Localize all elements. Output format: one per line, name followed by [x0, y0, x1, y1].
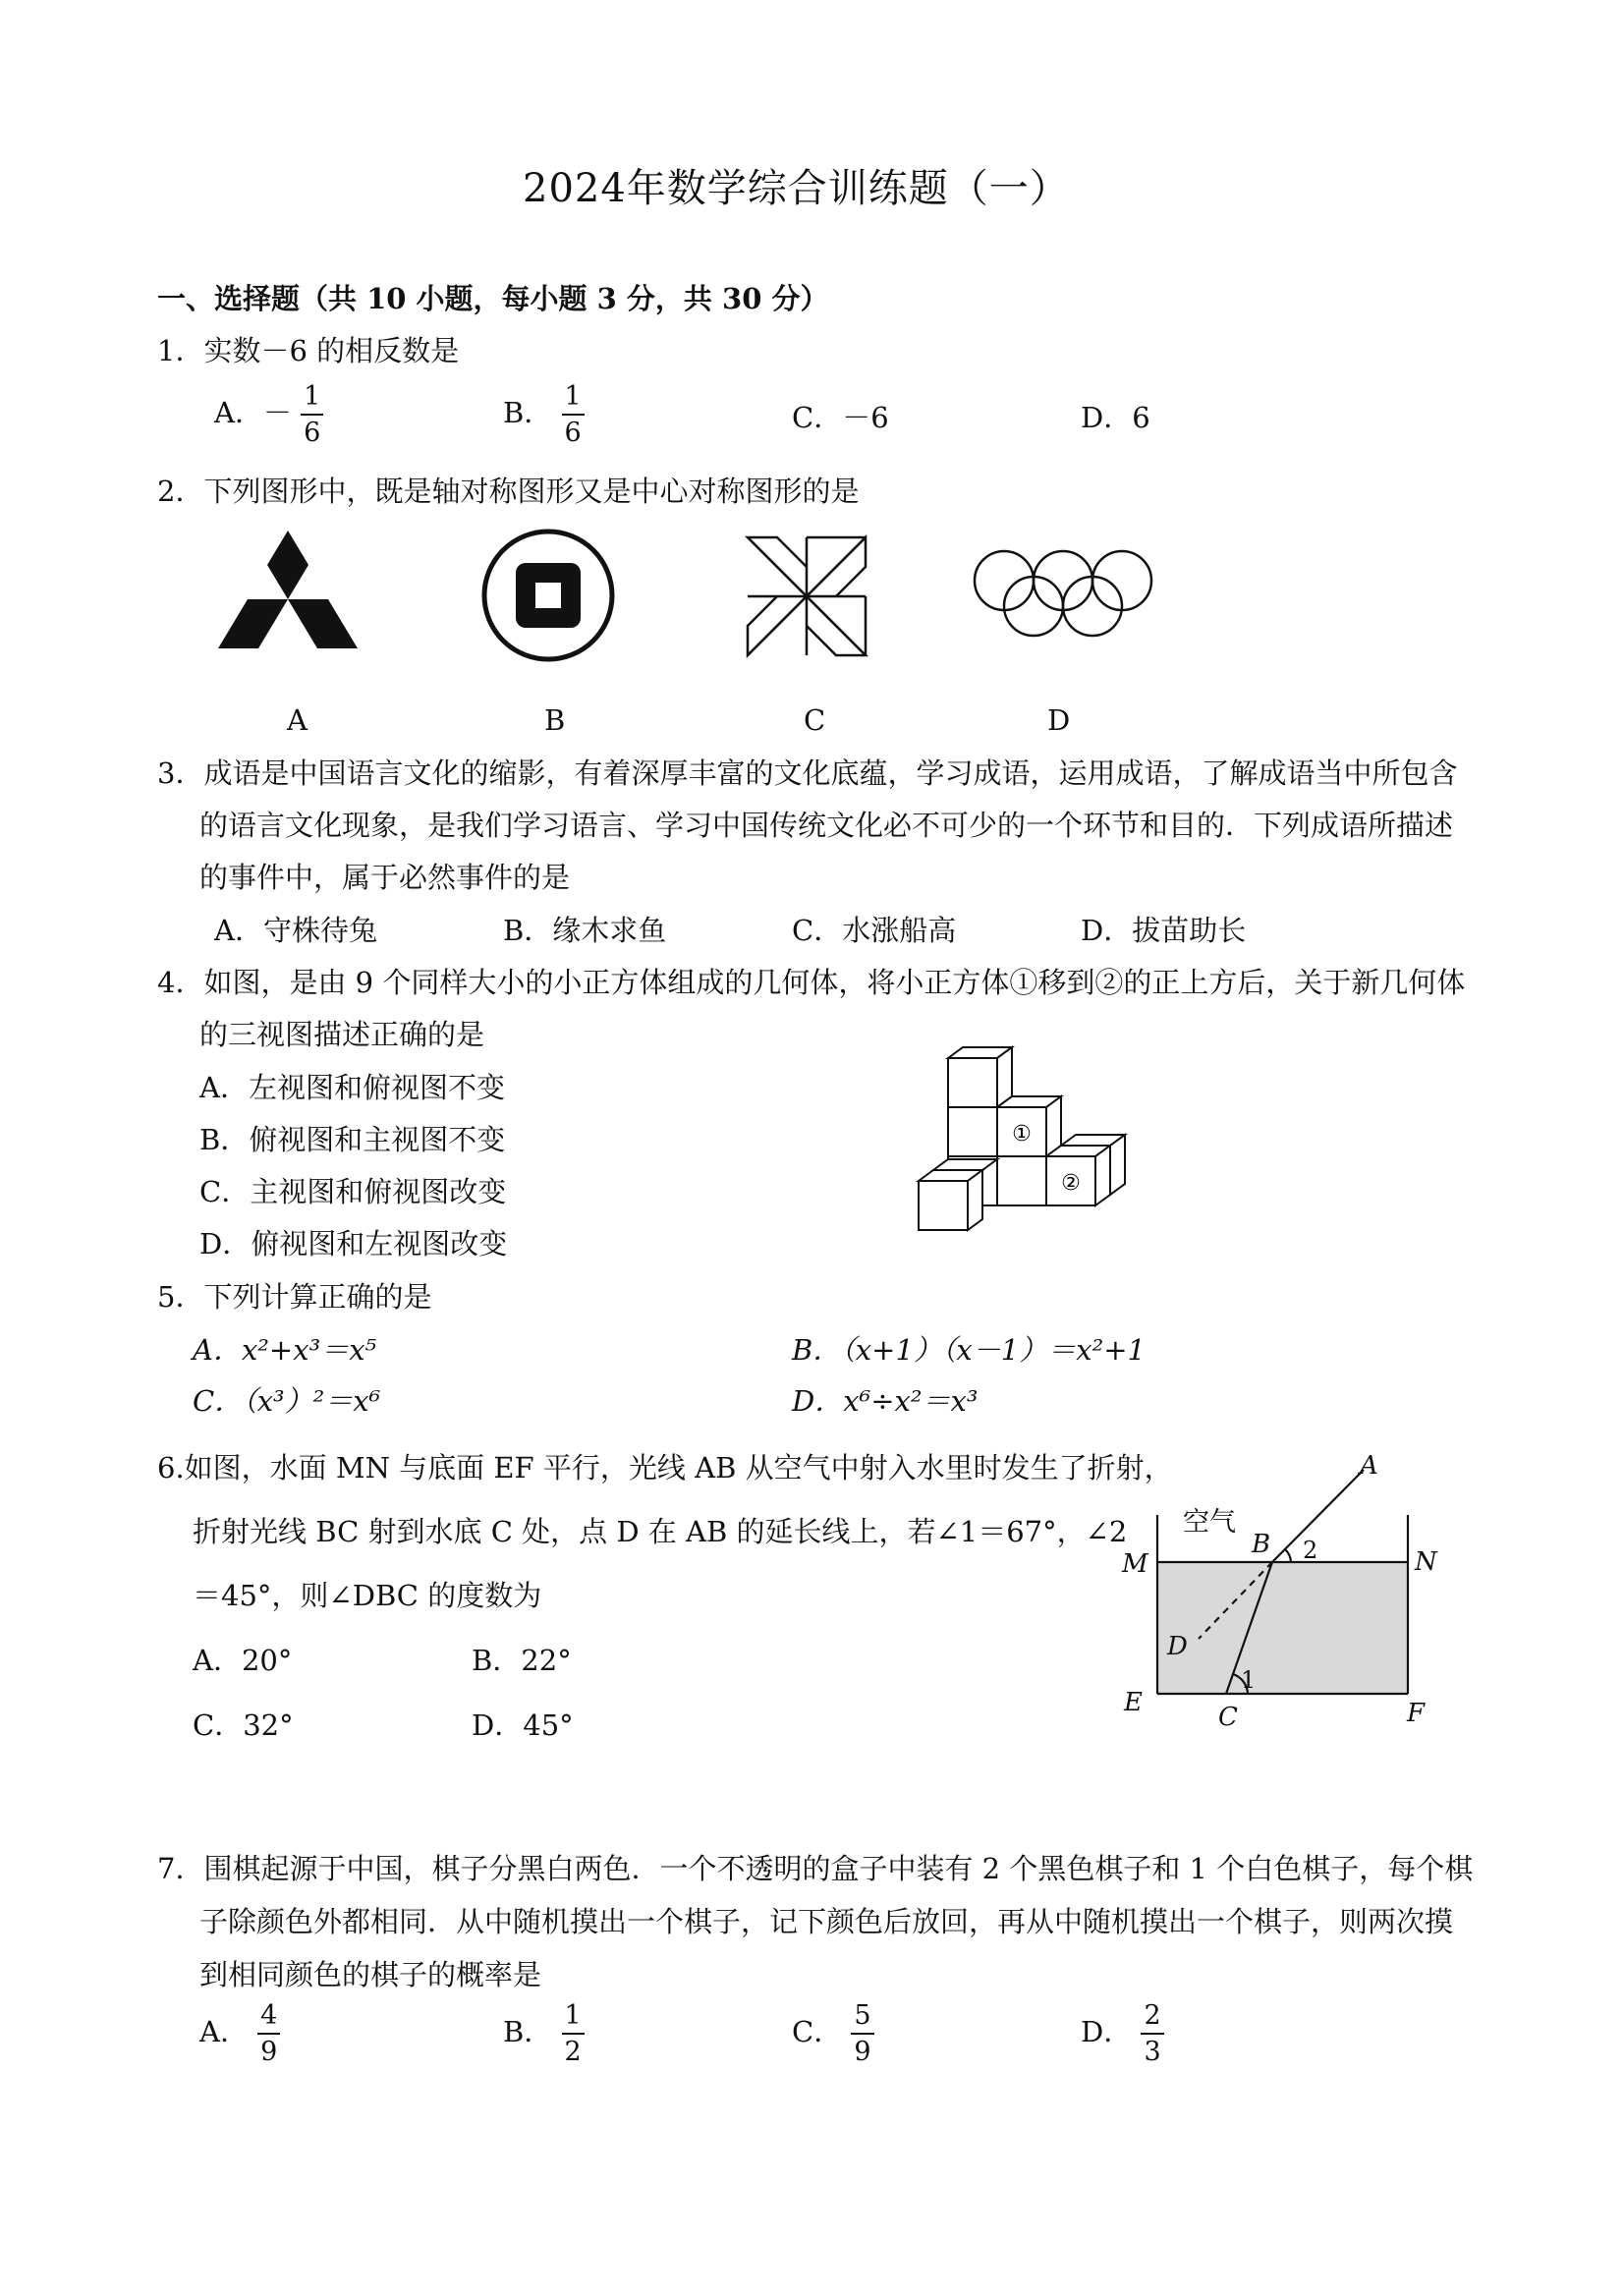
cube-label-1: ① [1012, 1122, 1032, 1147]
fig-point-b: B [1252, 1530, 1271, 1559]
q7-a-denominator: 9 [260, 2037, 278, 2067]
q7-option-b-fraction [562, 2002, 585, 2065]
q3-option-c: C．水涨船高 [792, 914, 957, 947]
q7-b-denominator: 2 [564, 2037, 582, 2067]
q1-a-denominator: 6 [304, 418, 321, 448]
fig-air-label: 空气 [1183, 1507, 1236, 1538]
q2-figure-label-c: C [804, 703, 826, 737]
cube-stack-figure [904, 1043, 1140, 1250]
q6-option-a: A．20° [193, 1644, 293, 1677]
q4-option-c: C．主视图和俯视图改变 [199, 1175, 507, 1208]
q2-figure-label-b: B [544, 703, 566, 737]
page-title: 2024年数学综合训练题（一） [523, 166, 1070, 211]
question-6-line-1: 6.如图，水面 MN 与底面 EF 平行，光线 AB 从空气中射入水里时发生了折射， [157, 1451, 1173, 1484]
q7-option-a-label: A． [199, 2015, 249, 2048]
section-heading: 一、选择题（共 10 小题，每小题 3 分，共 30 分） [157, 282, 829, 315]
olympic-rings-icon [973, 545, 1154, 644]
fig-point-d: D [1167, 1632, 1188, 1661]
q1-b-denominator: 6 [564, 418, 582, 448]
q4-option-d: D．俯视图和左视图改变 [199, 1227, 508, 1260]
pinwheel-icon [743, 532, 870, 660]
question-7-line-2: 子除颜色外都相同．从中随机摸出一个棋子，记下颜色后放回，再从中随机摸出一个棋子，则两次摸 [199, 1905, 1454, 1938]
q7-b-numerator: 1 [562, 2002, 585, 2035]
fig-point-n: N [1415, 1547, 1437, 1577]
q1-option-a-label: A．－ [214, 396, 292, 429]
q1-option-b [503, 383, 585, 446]
q5-option-a: A．x²+x³＝x⁵ [193, 1333, 377, 1367]
question-7-line-1: 7．围棋起源于中国，棋子分黑白两色．一个不透明的盒子中装有 2 个黑色棋子和 1 个白色棋子，每个棋 [157, 1852, 1474, 1885]
question-4-line-1: 4．如图，是由 9 个同样大小的小正方体组成的几何体，将小正方体①移到②的正上方后，关于新几何体 [157, 966, 1466, 999]
q7-d-numerator: 2 [1141, 2002, 1163, 2035]
question-3-line-3: 的事件中，属于必然事件的是 [199, 861, 571, 894]
q4-option-a: A．左视图和俯视图不变 [199, 1071, 505, 1104]
cube-label-2: ② [1061, 1171, 1081, 1196]
question-3-line-1: 3．成语是中国语言文化的缩影，有着深厚丰富的文化底蕴，学习成语，运用成语，了解成语当中所包含 [157, 756, 1458, 790]
q6-option-b: B．22° [472, 1644, 572, 1677]
question-5-stem: 5．下列计算正确的是 [157, 1280, 432, 1314]
q4-option-b: B．俯视图和主视图不变 [199, 1123, 506, 1156]
q1-option-c: C．－6 [792, 401, 889, 434]
q7-a-numerator: 4 [257, 2002, 280, 2035]
q7-d-denominator: 3 [1144, 2037, 1161, 2067]
q1-option-b-fraction [562, 383, 585, 446]
question-7-line-3: 到相同颜色的棋子的概率是 [199, 1958, 542, 1991]
fig-point-f: F [1407, 1699, 1426, 1728]
question-6-line-2: 折射光线 BC 射到水底 C 处，点 D 在 AB 的延长线上，若∠1＝67°，∠2 [193, 1515, 1128, 1548]
q3-option-a: A．守株待兔 [214, 914, 377, 947]
fig-angle-1: 1 [1241, 1666, 1257, 1694]
fig-angle-2: 2 [1303, 1537, 1318, 1564]
coin-icon [479, 527, 617, 664]
q2-figure-label-a: A [287, 703, 308, 737]
q7-option-c [792, 2002, 874, 2065]
question-6-line-3: ＝45°，则∠DBC 的度数为 [193, 1579, 542, 1612]
q1-option-d: D．6 [1081, 401, 1150, 434]
q1-b-numerator: 1 [562, 383, 585, 416]
q5-option-b: B．（x+1）（x－1）＝x²+1 [792, 1333, 1146, 1367]
q6-option-c: C．32° [193, 1708, 294, 1742]
q7-option-c-fraction [851, 2002, 873, 2065]
q1-option-b-label: B． [503, 396, 553, 429]
q3-option-b: B．缘木求鱼 [503, 914, 667, 947]
q7-option-a-fraction [257, 2002, 280, 2065]
q7-c-denominator: 9 [854, 2037, 871, 2067]
q5-option-c: C．（x³）²＝x⁶ [193, 1384, 381, 1418]
q7-option-a [199, 2002, 280, 2065]
q7-c-numerator: 5 [851, 2002, 873, 2035]
q2-figure-label-d: D [1047, 703, 1071, 737]
q7-option-b-label: B． [503, 2015, 553, 2048]
fig-point-e: E [1124, 1688, 1143, 1717]
mitsubishi-logo-icon [214, 531, 362, 658]
fig-point-m: M [1122, 1549, 1148, 1579]
q1-option-a [214, 383, 323, 446]
question-3-line-2: 的语言文化现象，是我们学习语言、学习中国传统文化必不可少的一个环节和目的．下列成语所描述 [199, 809, 1454, 842]
fig-point-a: A [1360, 1451, 1378, 1481]
q3-option-d: D．拔苗助长 [1081, 914, 1247, 947]
question-2-stem: 2．下列图形中，既是轴对称图形又是中心对称图形的是 [157, 475, 860, 508]
q6-option-d: D．45° [472, 1708, 574, 1742]
refraction-figure [1110, 1451, 1444, 1739]
q1-option-a-fraction [301, 383, 323, 446]
question-1-stem: 1．实数－6 的相反数是 [157, 334, 460, 367]
q7-option-d-fraction [1141, 2002, 1163, 2065]
q5-option-d: D．x⁶÷x²＝x³ [792, 1384, 979, 1418]
q7-option-c-label: C． [792, 2015, 843, 2048]
q7-option-d-label: D． [1081, 2015, 1133, 2048]
question-4-line-2: 的三视图描述正确的是 [199, 1018, 485, 1051]
fig-point-c: C [1218, 1703, 1238, 1732]
q7-option-d [1081, 2002, 1164, 2065]
q1-a-numerator: 1 [301, 383, 323, 416]
q7-option-b [503, 2002, 585, 2065]
